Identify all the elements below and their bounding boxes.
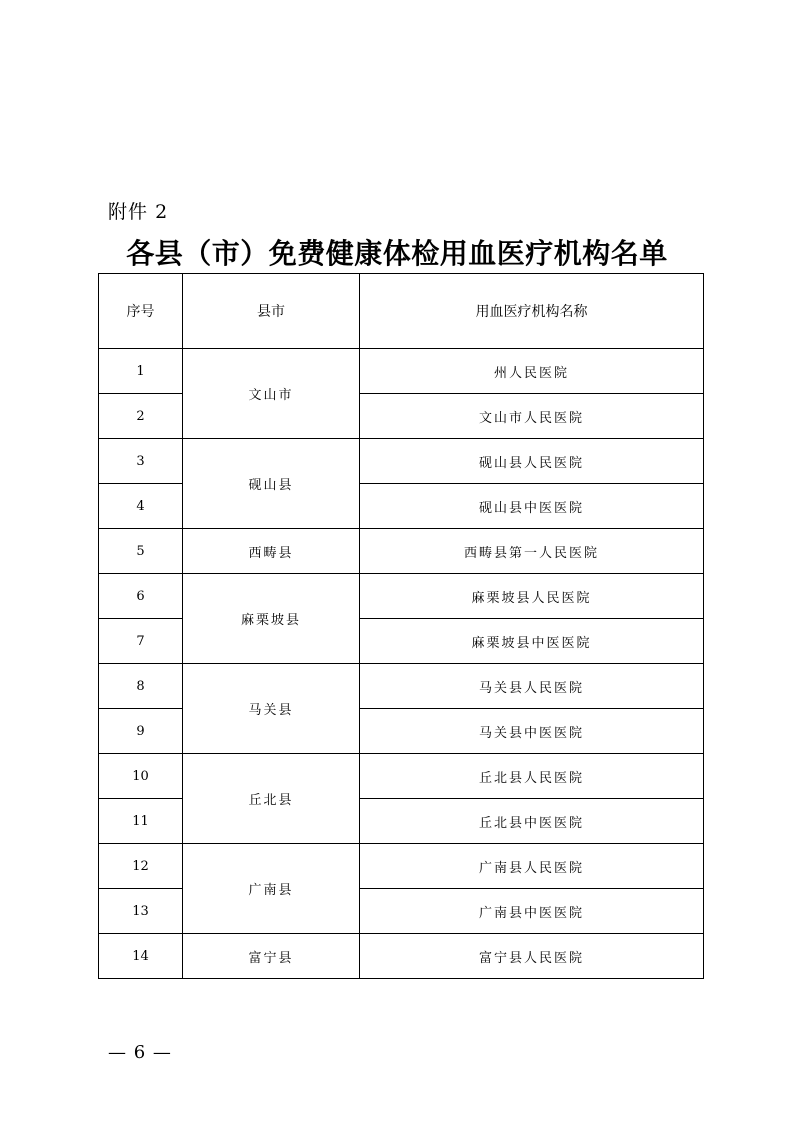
hospital-cell: 马关县中医医院 <box>360 709 704 754</box>
hospital-cell: 丘北县人民医院 <box>360 754 704 799</box>
row-index: 5 <box>99 529 183 574</box>
county-cell: 文山市 <box>183 349 360 439</box>
table-row <box>99 574 704 619</box>
table-body <box>99 349 704 979</box>
hospital-cell: 富宁县人民医院 <box>360 934 704 979</box>
attachment-number: 2 <box>155 201 169 223</box>
county-cell: 丘北县 <box>183 754 360 844</box>
table-row <box>99 439 704 484</box>
attachment-label <box>108 197 168 224</box>
row-index: 13 <box>99 889 183 934</box>
row-index: 9 <box>99 709 183 754</box>
header-county: 县市 <box>183 274 360 349</box>
row-index: 14 <box>99 934 183 979</box>
row-index: 2 <box>99 394 183 439</box>
row-index: 4 <box>99 484 183 529</box>
hospital-cell: 广南县中医医院 <box>360 889 704 934</box>
hospital-cell: 广南县人民医院 <box>360 844 704 889</box>
hospital-cell: 砚山县中医医院 <box>360 484 704 529</box>
county-cell: 马关县 <box>183 664 360 754</box>
hospital-cell: 文山市人民医院 <box>360 394 704 439</box>
page-number: — 6 — <box>108 1042 172 1063</box>
row-index: 6 <box>99 574 183 619</box>
header-hospital: 用血医疗机构名称 <box>360 274 704 349</box>
county-cell: 广南县 <box>183 844 360 934</box>
county-cell: 西畴县 <box>183 529 360 574</box>
hospital-cell: 麻栗坡县人民医院 <box>360 574 704 619</box>
row-index: 11 <box>99 799 183 844</box>
row-index: 3 <box>99 439 183 484</box>
county-cell: 麻栗坡县 <box>183 574 360 664</box>
table-row <box>99 934 704 979</box>
hospital-cell: 州人民医院 <box>360 349 704 394</box>
table-row <box>99 664 704 709</box>
page-title: 各县（市）免费健康体检用血医疗机构名单 <box>126 237 668 270</box>
row-index: 1 <box>99 349 183 394</box>
attachment-label-text: 附件 <box>108 201 149 223</box>
row-index: 12 <box>99 844 183 889</box>
hospital-cell: 西畴县第一人民医院 <box>360 529 704 574</box>
row-index: 7 <box>99 619 183 664</box>
hospital-cell: 砚山县人民医院 <box>360 439 704 484</box>
county-cell: 富宁县 <box>183 934 360 979</box>
hospital-cell: 马关县人民医院 <box>360 664 704 709</box>
hospital-table <box>98 273 704 979</box>
hospital-cell: 丘北县中医医院 <box>360 799 704 844</box>
row-index: 8 <box>99 664 183 709</box>
table-row <box>99 529 704 574</box>
row-index: 10 <box>99 754 183 799</box>
hospital-cell: 麻栗坡县中医医院 <box>360 619 704 664</box>
table-row <box>99 349 704 394</box>
table-row <box>99 754 704 799</box>
county-cell: 砚山县 <box>183 439 360 529</box>
header-index: 序号 <box>99 274 183 349</box>
table-row <box>99 844 704 889</box>
table-header-row <box>99 274 704 349</box>
